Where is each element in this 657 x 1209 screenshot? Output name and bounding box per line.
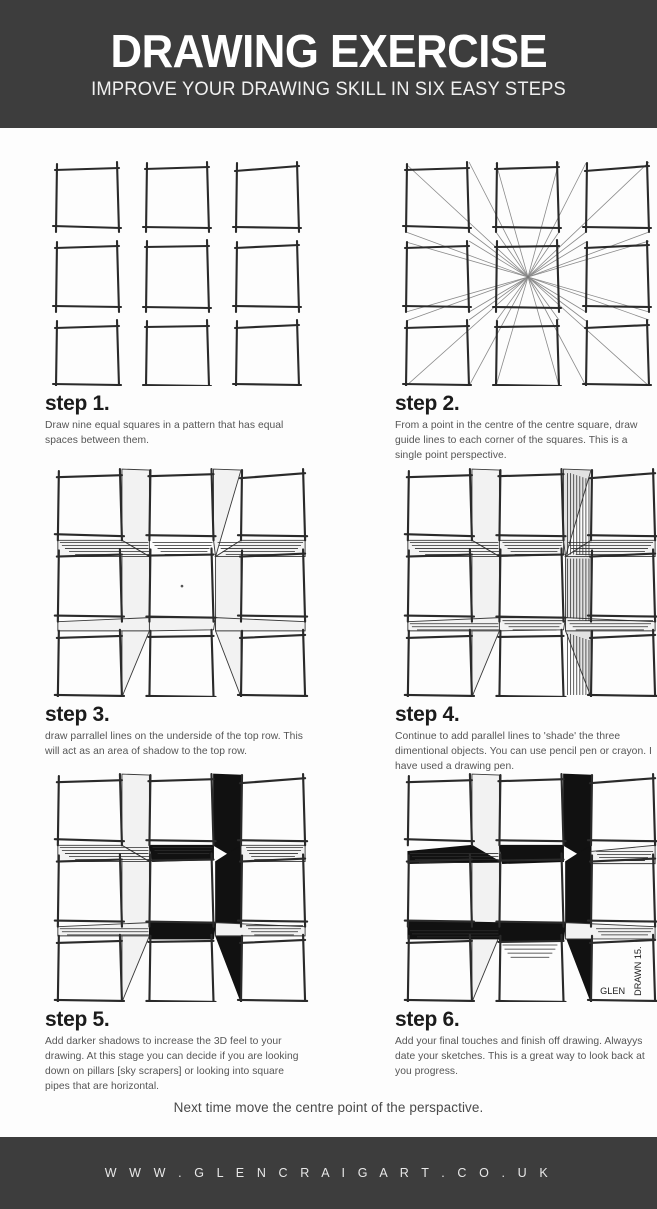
date-mark: DRAWN 15. [632,946,643,996]
step-2 [395,158,657,464]
illustration-nine-squares-grid [45,158,313,386]
illustration-dark-shadow-blocks [45,770,321,1002]
step-3 [45,465,345,760]
illustration-perspective-guide-lines [395,158,657,386]
vanishing-point [527,276,530,279]
step-4 [395,465,657,775]
step-4-title: step 4. [395,703,460,726]
step-5-body: Add darker shadows to increase the 3D feel to your drawing. At this stage you can decide if you are looking down on pillars [sky scrapers] or looking into square pipes that are horizontal. [45,1036,299,1092]
step-3-title: step 3. [45,703,110,726]
illustration-finished-drawing [395,770,657,1002]
step-5-title: step 5. [45,1008,110,1031]
perspective-faces [58,469,305,697]
perspective-faces [58,774,305,1002]
step-6-body: Add your final touches and finish off drawing. Alwayys date your sketches. This is a great way to look back at you progress. [395,1036,645,1077]
page-subtitle: IMPROVE YOUR DRAWING SKILL IN SIX EASY STEPS [91,78,566,101]
website-url[interactable]: W W W . G L E N C R A I G A R T . C O . U K [104,1166,553,1180]
step-1-title: step 1. [45,392,110,415]
steps-container [0,128,657,1100]
step-4-body: Continue to add parallel lines to 'shade' the three dimentional objects. You can use pencil pen or crayon. I have used a drawing pen. [395,731,652,772]
guide-lines [406,162,649,386]
vanishing-point [181,585,184,588]
illustration-fully-hatched-blocks [395,465,657,697]
closing-tagline: Next time move the centre point of the perspactive. [173,1100,484,1115]
poster-footer [0,1137,657,1209]
illustration-shaded-top-row [45,465,321,697]
artist-signature: GLEN [600,985,626,996]
step-6 [395,770,657,1080]
step-1 [45,158,345,449]
step-6-title: step 6. [395,1008,460,1031]
step-2-body: From a point in the centre of the centre square, draw guide lines to each corner of the squares. This is a single point perspective. [395,420,638,461]
page-title: DRAWING EXERCISE [110,25,547,78]
step-1-body: Draw nine equal squares in a pattern that has equal spaces between them. [45,420,284,446]
step-5 [45,770,345,1095]
perspective-faces [408,774,655,1002]
poster-header [0,0,657,128]
perspective-faces [408,469,655,697]
step-3-body: draw parrallel lines on the underside of the top row. This will act as an area of shadow to the top row. [45,731,303,757]
step-2-title: step 2. [395,392,460,415]
